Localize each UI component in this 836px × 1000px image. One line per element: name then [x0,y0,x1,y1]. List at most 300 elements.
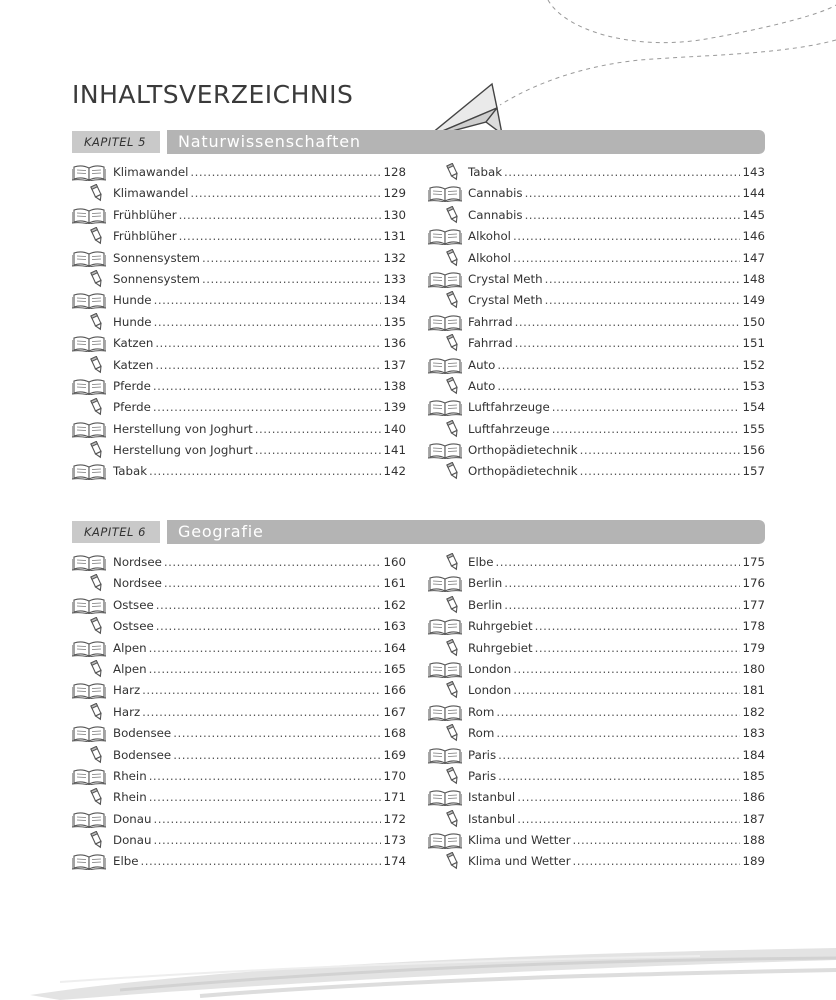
toc-entry[interactable] [428,744,765,765]
toc-entry-label: Donau [113,811,152,826]
dot-leader [545,293,741,307]
toc-entry-page-number: 165 [383,661,406,676]
toc-entry-label: Ostsee [113,619,154,634]
brush-stroke-decoration [0,930,836,1000]
dot-leader [580,464,741,478]
toc-entry-label: Klimawandel [113,165,189,179]
dot-leader [580,443,741,457]
pencil-icon [89,441,105,459]
dot-leader [255,443,382,457]
pencil-icon [445,377,461,395]
pencil-icon [445,681,461,699]
toc-entry-page-number: 172 [383,811,406,826]
book-icon [428,617,462,635]
pencil-icon [89,184,105,202]
pencil-icon [445,334,461,352]
book-icon [72,420,106,438]
dot-leader [504,165,740,179]
pencil-icon [89,617,105,635]
toc-entry[interactable] [72,829,406,850]
pencil-icon [89,270,105,288]
toc-entry[interactable] [428,418,765,439]
toc-entry[interactable] [428,161,765,182]
toc-entry-label: Harz [113,704,141,719]
dot-leader [535,641,741,655]
toc-entry-label: Bodensee [113,747,172,762]
dot-leader [190,165,381,179]
book-icon [428,574,462,592]
toc-entry[interactable] [72,722,406,743]
toc-entry[interactable] [428,765,765,786]
pencil-icon [89,313,105,331]
toc-entry[interactable] [72,850,406,871]
pencil-icon [89,660,105,678]
toc-entry-label: Alkohol [468,229,511,244]
toc-entry[interactable] [428,829,765,850]
toc-entry-page-number: 184 [742,747,765,762]
toc-entry[interactable] [72,572,406,593]
toc-entry-label: Katzen [113,336,154,351]
pencil-icon [445,420,461,438]
toc-entry-label: Crystal Meth [468,271,543,286]
toc-entry-page-number: 185 [742,768,765,783]
pencil-icon [89,227,105,245]
toc-entry[interactable] [428,808,765,829]
toc-entry-page-number: 137 [383,357,406,372]
toc-entry-page-number: 150 [742,314,765,329]
toc-entry[interactable] [72,744,406,765]
book-icon [72,163,106,181]
chapter-6-section [72,520,765,891]
pencil-icon [89,831,105,849]
toc-entry-page-number: 171 [383,790,406,805]
toc-entry-page-number: 160 [383,555,406,569]
toc-entry-label: Paris [468,747,497,762]
toc-entry[interactable] [72,765,406,786]
toc-entry-label: Klima und Wetter [468,854,571,869]
dot-leader [517,790,740,804]
book-icon [72,291,106,309]
dot-leader [255,422,382,436]
dot-leader [173,748,381,762]
toc-entry[interactable] [72,354,406,375]
toc-entry-label: Ostsee [113,597,154,612]
dot-leader [504,598,740,612]
book-icon [428,831,462,849]
pencil-icon [445,724,461,742]
toc-entry[interactable] [72,204,406,225]
toc-entry[interactable] [428,225,765,246]
toc-entry-page-number: 135 [383,314,406,329]
flight-path-dashed-line-lower [500,40,836,105]
toc-entry-page-number: 156 [742,443,765,458]
toc-entry-label: Rhein [113,768,147,783]
book-icon [72,553,106,571]
dot-leader [149,464,381,478]
dot-leader [497,379,740,393]
dot-leader [535,619,741,633]
toc-entry[interactable] [72,551,406,572]
dot-leader [153,379,382,393]
dot-leader [515,315,741,329]
toc-entry-page-number: 178 [742,619,765,634]
toc-entry[interactable] [72,808,406,829]
toc-entry[interactable] [72,332,406,353]
toc-column-right [428,551,765,872]
pencil-icon [445,596,461,614]
toc-entry-label: Cannabis [468,186,523,201]
dot-leader [498,748,740,762]
toc-entry-page-number: 182 [742,704,765,719]
toc-entry[interactable] [72,786,406,807]
book-icon [72,767,106,785]
dot-leader [517,812,740,826]
toc-entry[interactable] [72,594,406,615]
dot-leader [179,229,382,243]
book-icon [72,681,106,699]
toc-entry-page-number: 147 [742,250,765,265]
toc-entry[interactable] [72,289,406,310]
toc-entry-page-number: 162 [383,597,406,612]
toc-entry-page-number: 146 [742,229,765,244]
pencil-icon [445,767,461,785]
book-icon [428,703,462,721]
book-icon [72,724,106,742]
toc-entry[interactable] [428,850,765,871]
toc-entry-page-number: 145 [742,207,765,222]
toc-entry[interactable] [72,247,406,268]
book-icon [428,746,462,764]
dot-leader [142,683,381,697]
chapter-header [72,130,765,154]
dot-leader [545,272,741,286]
dot-leader [513,229,741,243]
toc-entry-label: London [468,683,512,698]
toc-entry[interactable] [428,615,765,636]
toc-entry-label: Berlin [468,597,503,612]
toc-entry-page-number: 151 [742,336,765,351]
toc-entry[interactable] [428,375,765,396]
toc-entry[interactable] [72,637,406,658]
pencil-icon [89,398,105,416]
dot-leader [202,251,381,265]
toc-entry-page-number: 187 [742,811,765,826]
toc-entry[interactable] [428,396,765,417]
toc-entry-label: Alpen [113,661,147,676]
toc-entry[interactable] [428,572,765,593]
toc-entry-page-number: 163 [383,619,406,634]
chapter-5-section [72,130,765,501]
toc-entry-label: Frühblüher [113,229,177,244]
toc-entry-page-number: 174 [383,854,406,869]
toc-entry[interactable] [428,247,765,268]
book-icon [428,356,462,374]
toc-entry-label: Istanbul [468,790,516,805]
toc-column-right [428,161,765,482]
toc-entry[interactable] [428,460,765,481]
toc-entry-page-number: 130 [383,207,406,222]
book-icon [428,441,462,459]
dot-leader [515,336,741,350]
toc-entry-label: Fahrrad [468,336,513,351]
chapter-title: Geografie [167,520,765,544]
toc-column-left [72,551,406,872]
toc-entry-label: Herstellung von Joghurt [113,421,253,436]
toc-entry-label: Elbe [113,854,139,869]
dot-leader [190,186,381,200]
toc-entry-page-number: 139 [383,400,406,415]
dot-leader [525,186,741,200]
toc-entry-label: Fahrrad [468,314,513,329]
toc-entry-label: Pferde [113,378,151,393]
toc-entry-page-number: 169 [383,747,406,762]
toc-entry[interactable] [428,354,765,375]
toc-entry[interactable] [428,701,765,722]
dot-leader [496,705,740,719]
toc-entry[interactable] [428,637,765,658]
dot-leader [149,769,382,783]
toc-entry-label: Rom [468,726,495,741]
book-icon [72,334,106,352]
toc-entry-label: Istanbul [468,811,516,826]
toc-entry-label: Crystal Meth [468,293,543,308]
toc-entry-label: Nordsee [113,555,162,569]
dot-leader [164,576,382,590]
toc-entry-label: Cannabis [468,207,523,222]
toc-entry-label: Pferde [113,400,151,415]
toc-entry-label: Klimawandel [113,186,189,201]
dot-leader [573,854,741,868]
toc-entry-label: Hunde [113,293,152,308]
toc-entry-page-number: 175 [742,555,765,569]
toc-entry-label: Tabak [113,464,148,479]
dot-leader [179,208,382,222]
toc-entry[interactable] [428,551,765,572]
pencil-icon [445,163,461,181]
toc-entry-page-number: 177 [742,597,765,612]
book-icon [428,184,462,202]
book-icon [428,660,462,678]
dot-leader [164,555,382,569]
book-icon [428,270,462,288]
toc-entry-page-number: 128 [383,165,406,179]
dot-leader [154,315,382,329]
pencil-icon [89,356,105,374]
toc-entry[interactable] [72,679,406,700]
toc-entry-label: Bodensee [113,726,172,741]
pencil-icon [445,249,461,267]
toc-entry-page-number: 161 [383,576,406,591]
toc-entry-page-number: 186 [742,790,765,805]
toc-entry-page-number: 155 [742,421,765,436]
pencil-icon [445,810,461,828]
toc-entry-page-number: 164 [383,640,406,655]
pencil-icon [445,291,461,309]
toc-entry-label: Auto [468,357,496,372]
toc-entry-page-number: 170 [383,768,406,783]
book-icon [72,206,106,224]
pencil-icon [445,206,461,224]
toc-entry-page-number: 173 [383,833,406,848]
toc-entry[interactable] [72,615,406,636]
toc-entry[interactable] [72,460,406,481]
toc-entry[interactable] [72,658,406,679]
toc-entry-label: Rom [468,704,495,719]
toc-entry[interactable] [428,594,765,615]
toc-entry[interactable] [72,396,406,417]
toc-entry-label: Ruhrgebiet [468,640,533,655]
toc-entry[interactable] [72,418,406,439]
toc-entry[interactable] [428,679,765,700]
toc-entry[interactable] [428,439,765,460]
toc-entry-page-number: 132 [383,250,406,265]
toc-entry[interactable] [428,182,765,203]
pencil-icon [89,574,105,592]
toc-entry-label: Ruhrgebiet [468,619,533,634]
dot-leader [156,619,382,633]
dot-leader [552,400,741,414]
toc-entry[interactable] [72,439,406,460]
toc-entry-page-number: 149 [742,293,765,308]
toc-entry[interactable] [72,311,406,332]
toc-entry-page-number: 154 [742,400,765,415]
toc-entry-page-number: 179 [742,640,765,655]
dot-leader [149,662,382,676]
toc-entry-label: Donau [113,833,152,848]
dot-leader [153,833,381,847]
toc-entry-page-number: 183 [742,726,765,741]
toc-entry-page-number: 167 [383,704,406,719]
dot-leader [140,854,381,868]
toc-entry-page-number: 141 [383,443,406,458]
dot-leader [495,555,740,569]
page-title: INHALTSVERZEICHNIS [72,80,354,109]
toc-entry[interactable] [428,786,765,807]
dot-leader [525,208,741,222]
toc-entry[interactable] [428,268,765,289]
toc-entry[interactable] [428,332,765,353]
toc-entry-label: Paris [468,768,497,783]
dot-leader [155,336,381,350]
dot-leader [513,662,740,676]
toc-entry-label: Katzen [113,357,154,372]
chapter-label: KAPITEL 5 [72,131,160,153]
toc-entry-page-number: 152 [742,357,765,372]
chapter-header [72,520,765,544]
toc-entry-label: Tabak [468,165,503,179]
dot-leader [552,422,741,436]
pencil-icon [445,553,461,571]
toc-entry-label: Hunde [113,314,152,329]
toc-entry-page-number: 136 [383,336,406,351]
dot-leader [155,358,381,372]
pencil-icon [89,788,105,806]
toc-entry-page-number: 166 [383,683,406,698]
book-icon [428,227,462,245]
chapter-title: Naturwissenschaften [167,130,765,154]
toc-entry[interactable] [72,182,406,203]
toc-entry[interactable] [428,311,765,332]
toc-entry[interactable] [72,225,406,246]
dot-leader [173,726,381,740]
dot-leader [504,576,740,590]
book-icon [72,462,106,480]
dot-leader [149,641,382,655]
toc-entry-page-number: 140 [383,421,406,436]
toc-column-left [72,161,406,482]
book-icon [72,852,106,870]
toc-entry-label: Berlin [468,576,503,591]
dot-leader [498,769,740,783]
pencil-icon [445,462,461,480]
toc-entry-page-number: 188 [742,833,765,848]
toc-entry-page-number: 134 [383,293,406,308]
book-icon [72,377,106,395]
toc-entry-page-number: 168 [383,726,406,741]
toc-entry-page-number: 180 [742,661,765,676]
toc-entry-label: Klima und Wetter [468,833,571,848]
toc-entry-page-number: 144 [742,186,765,201]
toc-entry[interactable] [72,375,406,396]
dot-leader [513,683,740,697]
book-icon [72,639,106,657]
pencil-icon [89,703,105,721]
book-icon [428,788,462,806]
toc-entry-page-number: 133 [383,271,406,286]
pencil-icon [445,639,461,657]
dot-leader [154,293,382,307]
toc-entry-page-number: 157 [742,464,765,479]
toc-entry-label: Orthopädietechnik [468,464,578,479]
dot-leader [573,833,741,847]
toc-entry-label: Elbe [468,555,494,569]
toc-entry-label: Herstellung von Joghurt [113,443,253,458]
toc-entry-page-number: 176 [742,576,765,591]
toc-entry-label: Harz [113,683,141,698]
pencil-icon [445,852,461,870]
toc-entry-label: Rhein [113,790,147,805]
dot-leader [156,598,382,612]
toc-entry-label: Frühblüher [113,207,177,222]
toc-entry-page-number: 153 [742,378,765,393]
flight-path-dashed-line [548,0,836,43]
toc-entry[interactable] [428,289,765,310]
toc-entry-label: Sonnensystem [113,250,201,265]
toc-entry[interactable] [72,161,406,182]
toc-entry-label: Orthopädietechnik [468,443,578,458]
toc-entry-page-number: 129 [383,186,406,201]
book-icon [72,596,106,614]
book-icon [72,249,106,267]
toc-entry[interactable] [72,701,406,722]
dot-leader [513,251,741,265]
book-icon [428,398,462,416]
toc-entry[interactable] [72,268,406,289]
toc-entry[interactable] [428,658,765,679]
dot-leader [496,726,740,740]
dot-leader [153,812,381,826]
toc-entry-label: Luftfahrzeuge [468,400,550,415]
toc-entry[interactable] [428,204,765,225]
dot-leader [153,400,382,414]
dot-leader [202,272,381,286]
book-icon [428,313,462,331]
toc-entry-label: Nordsee [113,576,162,591]
toc-entry[interactable] [428,722,765,743]
dot-leader [497,358,740,372]
toc-entry-page-number: 181 [742,683,765,698]
toc-entry-page-number: 143 [742,165,765,179]
